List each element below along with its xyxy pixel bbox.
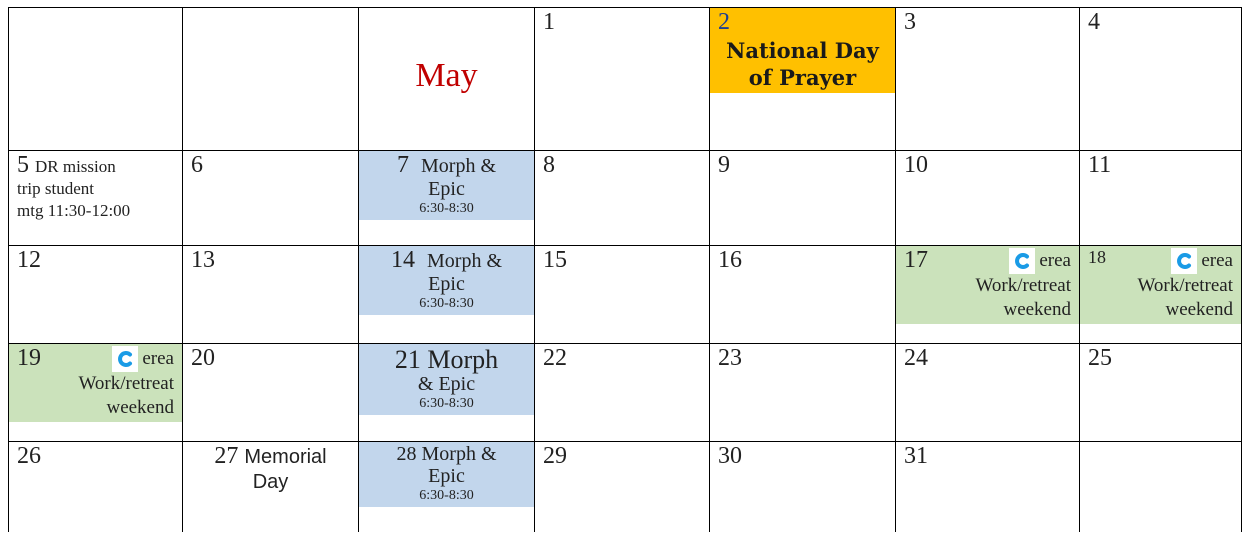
event-text: Epic [428,273,465,296]
event-text: Epic [428,465,465,487]
erea-text: erea [1039,250,1071,272]
event-text: Morph & [427,250,502,272]
day-cell-22[interactable] [535,344,710,442]
event-text: DR mission [35,157,116,176]
event-time: 6:30-8:30 [419,296,474,312]
event-text: weekend [106,397,174,418]
event-text: trip student [17,179,94,199]
day-cell-5[interactable] [9,151,183,246]
calendar-week-5 [9,442,1242,532]
day-number: 27 [214,443,239,469]
day-cell-21[interactable] [359,344,535,442]
day-number: 20 [191,345,215,371]
day-number: 4 [1088,9,1100,35]
month-title: May [415,57,478,94]
may-calendar [8,7,1242,532]
day-number: 6 [191,152,203,178]
day-number: 19 [17,345,41,371]
day-cell-17[interactable] [896,246,1080,344]
day-cell-25[interactable] [1080,344,1242,442]
day-cell-8[interactable] [535,151,710,246]
erea-text: erea [1201,250,1233,272]
day-number: 15 [543,247,567,273]
event-time: 6:30-8:30 [419,488,474,503]
day-cell-30[interactable] [710,442,896,532]
event-text: 28 Morph & [396,443,497,465]
day-number: 1 [543,9,555,35]
day-number: 22 [543,345,567,371]
blank-cell [9,8,183,151]
day-number: 26 [17,443,41,469]
day-cell-19[interactable] [9,344,183,442]
day-number: 9 [718,152,730,178]
month-title-cell [359,8,535,151]
day-cell-16[interactable] [710,246,896,344]
day-number: 29 [543,443,567,469]
event-time: 6:30-8:30 [419,396,474,412]
day-cell-13[interactable] [183,246,359,344]
calendar-week-1 [9,8,1242,151]
day-number: 31 [904,443,928,469]
day-number: 24 [904,345,928,371]
event-text: Memorial [244,446,327,468]
event-text: & Epic [417,373,476,396]
blank-cell [183,8,359,151]
event-text: weekend [1165,299,1233,320]
day-cell-12[interactable] [9,246,183,344]
day-number: 23 [718,345,742,371]
calendar-week-3 [9,246,1242,344]
day-number: 3 [904,9,916,35]
c-shaped-logo-icon [1171,248,1197,274]
day-cell-23[interactable] [710,344,896,442]
day-cell-24[interactable] [896,344,1080,442]
day-cell-14[interactable] [359,246,535,344]
day-number: 5 [17,152,29,178]
day-number: 12 [17,247,41,273]
day-number: 11 [1088,152,1112,178]
event-text: Work/retreat [78,373,174,394]
day-number: 30 [718,443,742,469]
blank-cell [1080,442,1242,532]
event-time: 6:30-8:30 [419,201,474,217]
national-day-of-prayer: National Day of Prayer [726,38,879,91]
day-cell-4[interactable] [1080,8,1242,151]
day-cell-10[interactable] [896,151,1080,246]
day-cell-31[interactable] [896,442,1080,532]
day-cell-27[interactable] [183,442,359,532]
day-cell-6[interactable] [183,151,359,246]
day-cell-7[interactable] [359,151,535,246]
erea-text: erea [142,348,174,370]
day-cell-26[interactable] [9,442,183,532]
day-number: 17 [904,247,928,273]
day-cell-28[interactable] [359,442,535,532]
day-number: 10 [904,152,928,178]
day-number: 2 [718,9,730,35]
event-text: Day [252,471,289,494]
event-text: mtg 11:30-12:00 [17,201,131,221]
calendar-week-4 [9,344,1242,442]
day-number: 7 [397,152,409,178]
day-number: 25 [1088,345,1112,371]
day-cell-3[interactable] [896,8,1080,151]
day-cell-9[interactable] [710,151,896,246]
day-number: 13 [191,247,215,273]
day-cell-29[interactable] [535,442,710,532]
day-cell-1[interactable] [535,8,710,151]
day-cell-2[interactable] [710,8,896,151]
event-text: Epic [428,178,465,201]
day-number: 18 [1088,247,1106,267]
day-cell-15[interactable] [535,246,710,344]
c-shaped-logo-icon [1009,248,1035,274]
event-text: Morph & [421,155,496,177]
day-number: 14 [391,247,415,273]
day-cell-18[interactable] [1080,246,1242,344]
day-cell-11[interactable] [1080,151,1242,246]
calendar-week-2 [9,151,1242,246]
day-number: 8 [543,152,555,178]
day-number: 16 [718,247,742,273]
event-text: Work/retreat [975,275,1071,296]
event-text: weekend [1003,299,1071,320]
c-shaped-logo-icon [112,346,138,372]
day-cell-20[interactable] [183,344,359,442]
event-text: 21 Morph [394,345,499,374]
event-text: Work/retreat [1137,275,1233,296]
